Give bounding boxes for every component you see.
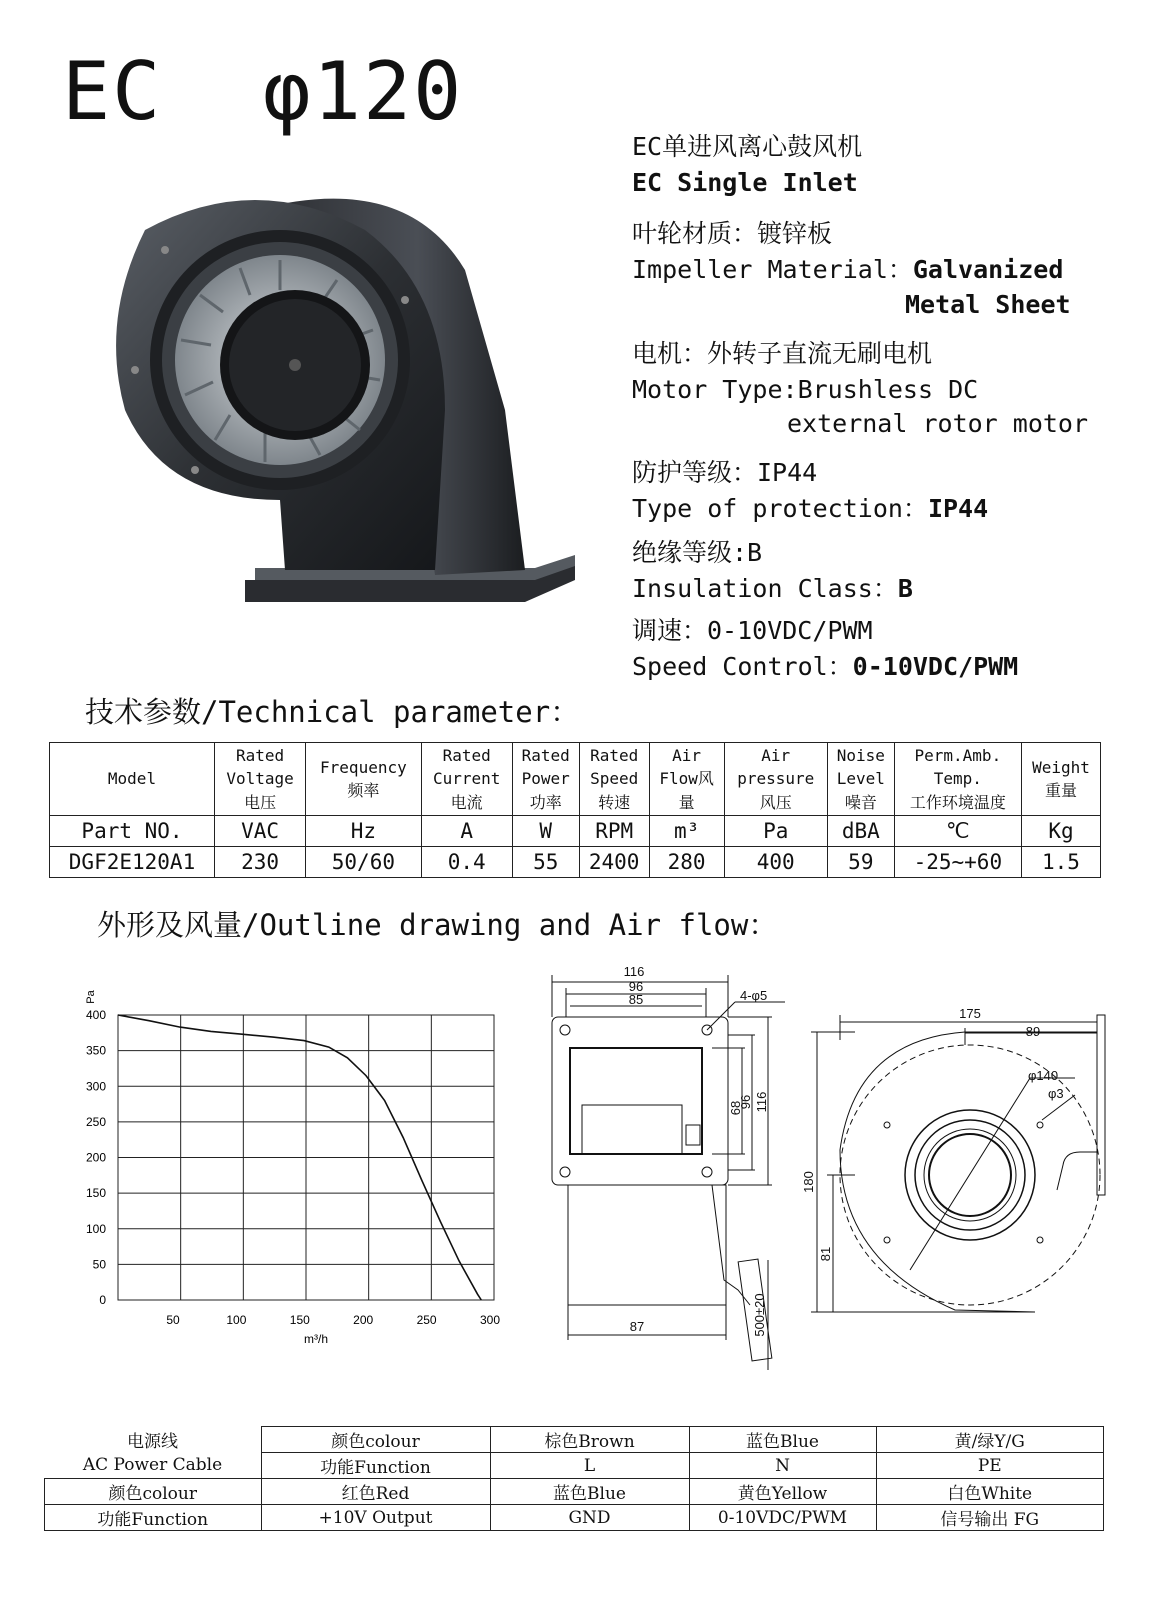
cable-cell: 功能Function bbox=[261, 1453, 490, 1479]
cable-cell: L bbox=[490, 1453, 689, 1479]
cable-cell: PE bbox=[876, 1453, 1104, 1479]
cable-cell: GND bbox=[490, 1505, 689, 1531]
unit-cell: Kg bbox=[1021, 816, 1100, 847]
screw-hole bbox=[1037, 1237, 1043, 1243]
chart-x-tick: 100 bbox=[226, 1313, 247, 1327]
protection-value: IP44 bbox=[927, 494, 989, 523]
params-values-row bbox=[50, 847, 1101, 878]
insulation-en bbox=[632, 574, 913, 604]
cable-cell: 棕色Brown bbox=[490, 1427, 689, 1453]
unit-cell: RPM bbox=[579, 816, 649, 847]
tech-section-title: 技术参数/Technical parameter： bbox=[85, 695, 580, 729]
protection-en bbox=[632, 494, 988, 524]
unit-cell: W bbox=[512, 816, 579, 847]
dim-96-v: 96 bbox=[738, 1094, 753, 1110]
hdr-current: Rated Current 电流 bbox=[421, 743, 512, 816]
unit-cell: Part NO. bbox=[50, 816, 215, 847]
cable-cell: 红色Red bbox=[261, 1479, 490, 1505]
value-cell: 280 bbox=[649, 847, 724, 878]
impeller-value2: Metal Sheet bbox=[905, 290, 1071, 319]
hdr-frequency: Frequency 频率 bbox=[306, 743, 421, 816]
chart-x-tick: 50 bbox=[166, 1313, 180, 1327]
unit-cell: m³ bbox=[649, 816, 724, 847]
hdr-voltage: Rated Voltage 电压 bbox=[215, 743, 306, 816]
cable-cell: +10V Output bbox=[261, 1505, 490, 1531]
chart-y-tick: 50 bbox=[92, 1257, 106, 1272]
cable-cell: 颜色colour bbox=[45, 1479, 262, 1505]
dim-89: 89 bbox=[1025, 1024, 1041, 1039]
value-cell: 0.4 bbox=[421, 847, 512, 878]
mount-hole bbox=[560, 1025, 570, 1035]
chart-x-tick: 200 bbox=[353, 1313, 374, 1327]
protection-label: Type of protection： bbox=[632, 494, 928, 523]
value-cell: 400 bbox=[724, 847, 827, 878]
name-cn: EC单进风离心鼓风机 bbox=[632, 132, 863, 161]
name-en: EC Single Inlet bbox=[632, 168, 858, 197]
value-cell: DGF2E120A1 bbox=[50, 847, 215, 878]
chart-y-tick: 0 bbox=[99, 1293, 106, 1307]
unit-cell: Pa bbox=[724, 816, 827, 847]
motor-en-1: Motor Type:Brushless DC bbox=[632, 375, 979, 404]
dim-175: 175 bbox=[959, 1006, 981, 1021]
chart-x-label: m³/h bbox=[304, 1332, 328, 1346]
dim-87: 87 bbox=[629, 1319, 645, 1334]
unit-cell: ℃ bbox=[894, 816, 1021, 847]
params-units-row bbox=[50, 816, 1101, 847]
motor-cn: 电机：外转子直流无刷电机 bbox=[632, 339, 933, 368]
cable-cell: N bbox=[689, 1453, 876, 1479]
dim-85: 85 bbox=[628, 992, 644, 1007]
front-outline-drawing bbox=[540, 960, 790, 1380]
outline-section-title: 外形及风量/Outline drawing and Air flow： bbox=[97, 908, 778, 942]
insulation-value: B bbox=[897, 574, 913, 603]
chart-x-tick: 300 bbox=[479, 1313, 501, 1327]
insulation-label: Insulation Class： bbox=[632, 574, 898, 603]
power-cable-table bbox=[44, 1426, 1104, 1531]
cable-cell: 蓝色Blue bbox=[490, 1479, 689, 1505]
params-header-row bbox=[50, 743, 1101, 816]
impeller-value1: Galvanized bbox=[912, 255, 1064, 284]
dim-81: 81 bbox=[818, 1246, 833, 1262]
speed-value: 0-10VDC/PWM bbox=[852, 652, 1019, 681]
impeller-en bbox=[632, 255, 1063, 285]
speed-cn: 调速：0-10VDC/PWM bbox=[632, 616, 873, 645]
cable-cell: 功能Function bbox=[45, 1505, 262, 1531]
speed-en bbox=[632, 652, 1018, 682]
unit-cell: A bbox=[421, 816, 512, 847]
hdr-weight: Weight 重量 bbox=[1021, 743, 1100, 816]
unit-cell: dBA bbox=[827, 816, 894, 847]
mount-hole bbox=[560, 1167, 570, 1177]
cable-cell: 蓝色Blue bbox=[689, 1427, 876, 1453]
hdr-temp: Perm.Amb. Temp. 工作环境温度 bbox=[894, 743, 1021, 816]
dim-cable: 500±20 bbox=[752, 1293, 767, 1337]
side-outline-drawing bbox=[795, 1000, 1125, 1340]
dim-96: 96 bbox=[628, 979, 644, 994]
value-cell: -25~+60 bbox=[894, 847, 1021, 878]
cable-cell: 颜色colour bbox=[261, 1427, 490, 1453]
dim-140: φ140 bbox=[1028, 1068, 1059, 1083]
chart-y-tick: 350 bbox=[85, 1043, 106, 1058]
hdr-power: Rated Power 功率 bbox=[512, 743, 579, 816]
cable-row-3 bbox=[45, 1479, 1104, 1505]
impeller-label: Impeller Material： bbox=[632, 255, 913, 284]
chart-y-tick: 200 bbox=[85, 1150, 106, 1165]
cable-cell: 白色White bbox=[876, 1479, 1104, 1505]
insulation-cn: 绝缘等级:B bbox=[632, 538, 763, 567]
chart-x-tick: 150 bbox=[289, 1313, 310, 1327]
cable-header-cn: 电源线 bbox=[45, 1427, 262, 1453]
speed-label: Speed Control： bbox=[632, 652, 853, 681]
chart-y-tick: 150 bbox=[85, 1186, 106, 1201]
dim-180: 180 bbox=[801, 1171, 816, 1193]
airflow-chart bbox=[80, 975, 520, 1355]
hdr-speed: Rated Speed 转速 bbox=[579, 743, 649, 816]
value-cell: 2400 bbox=[579, 847, 649, 878]
dim-116-v: 116 bbox=[754, 1091, 769, 1113]
unit-cell: VAC bbox=[215, 816, 306, 847]
page-title: EC φ120 bbox=[62, 45, 464, 138]
chart-x-tick: 250 bbox=[416, 1313, 437, 1327]
cable-cell: 0-10VDC/PWM bbox=[689, 1505, 876, 1531]
params-table bbox=[49, 742, 1101, 878]
value-cell: 50/60 bbox=[306, 847, 421, 878]
value-cell: 55 bbox=[512, 847, 579, 878]
hdr-pressure: Air pressure 风压 bbox=[724, 743, 827, 816]
protection-cn: 防护等级：IP44 bbox=[632, 458, 818, 487]
mount-hole bbox=[702, 1167, 712, 1177]
motor-en-2: external rotor motor bbox=[787, 409, 1089, 438]
cable-row-4 bbox=[45, 1505, 1104, 1531]
cable-row-2 bbox=[45, 1453, 1104, 1479]
chart-y-label: Pa bbox=[85, 990, 97, 1004]
screw-hole bbox=[884, 1237, 890, 1243]
unit-cell: Hz bbox=[306, 816, 421, 847]
chart-y-tick: 400 bbox=[85, 1008, 106, 1022]
screw-hole bbox=[1037, 1122, 1043, 1128]
dim-3: φ3 bbox=[1048, 1086, 1064, 1101]
chart-y-tick: 100 bbox=[85, 1221, 106, 1236]
chart-y-tick: 300 bbox=[85, 1079, 106, 1094]
blower-product-image bbox=[105, 170, 585, 610]
hdr-model: Model bbox=[50, 743, 215, 816]
value-cell: 230 bbox=[215, 847, 306, 878]
hdr-airflow: Air Flow风 量 bbox=[649, 743, 724, 816]
impeller-cn: 叶轮材质：镀锌板 bbox=[632, 219, 833, 248]
screw-hole bbox=[884, 1122, 890, 1128]
dim-68: 68 bbox=[728, 1100, 743, 1116]
cable-header-en: AC Power Cable bbox=[45, 1453, 262, 1479]
chart-y-tick: 250 bbox=[85, 1114, 106, 1129]
dim-116: 116 bbox=[623, 964, 645, 979]
value-cell: 59 bbox=[827, 847, 894, 878]
cable-row-1 bbox=[45, 1427, 1104, 1453]
hdr-noise: Noise Level 噪音 bbox=[827, 743, 894, 816]
value-cell: 1.5 bbox=[1021, 847, 1100, 878]
cable-cell: 黄/绿Y/G bbox=[876, 1427, 1104, 1453]
cable-cell: 黄色Yellow bbox=[689, 1479, 876, 1505]
dim-holes: 4-φ5 bbox=[740, 988, 768, 1003]
cable-cell: 信号输出 FG bbox=[876, 1505, 1104, 1531]
